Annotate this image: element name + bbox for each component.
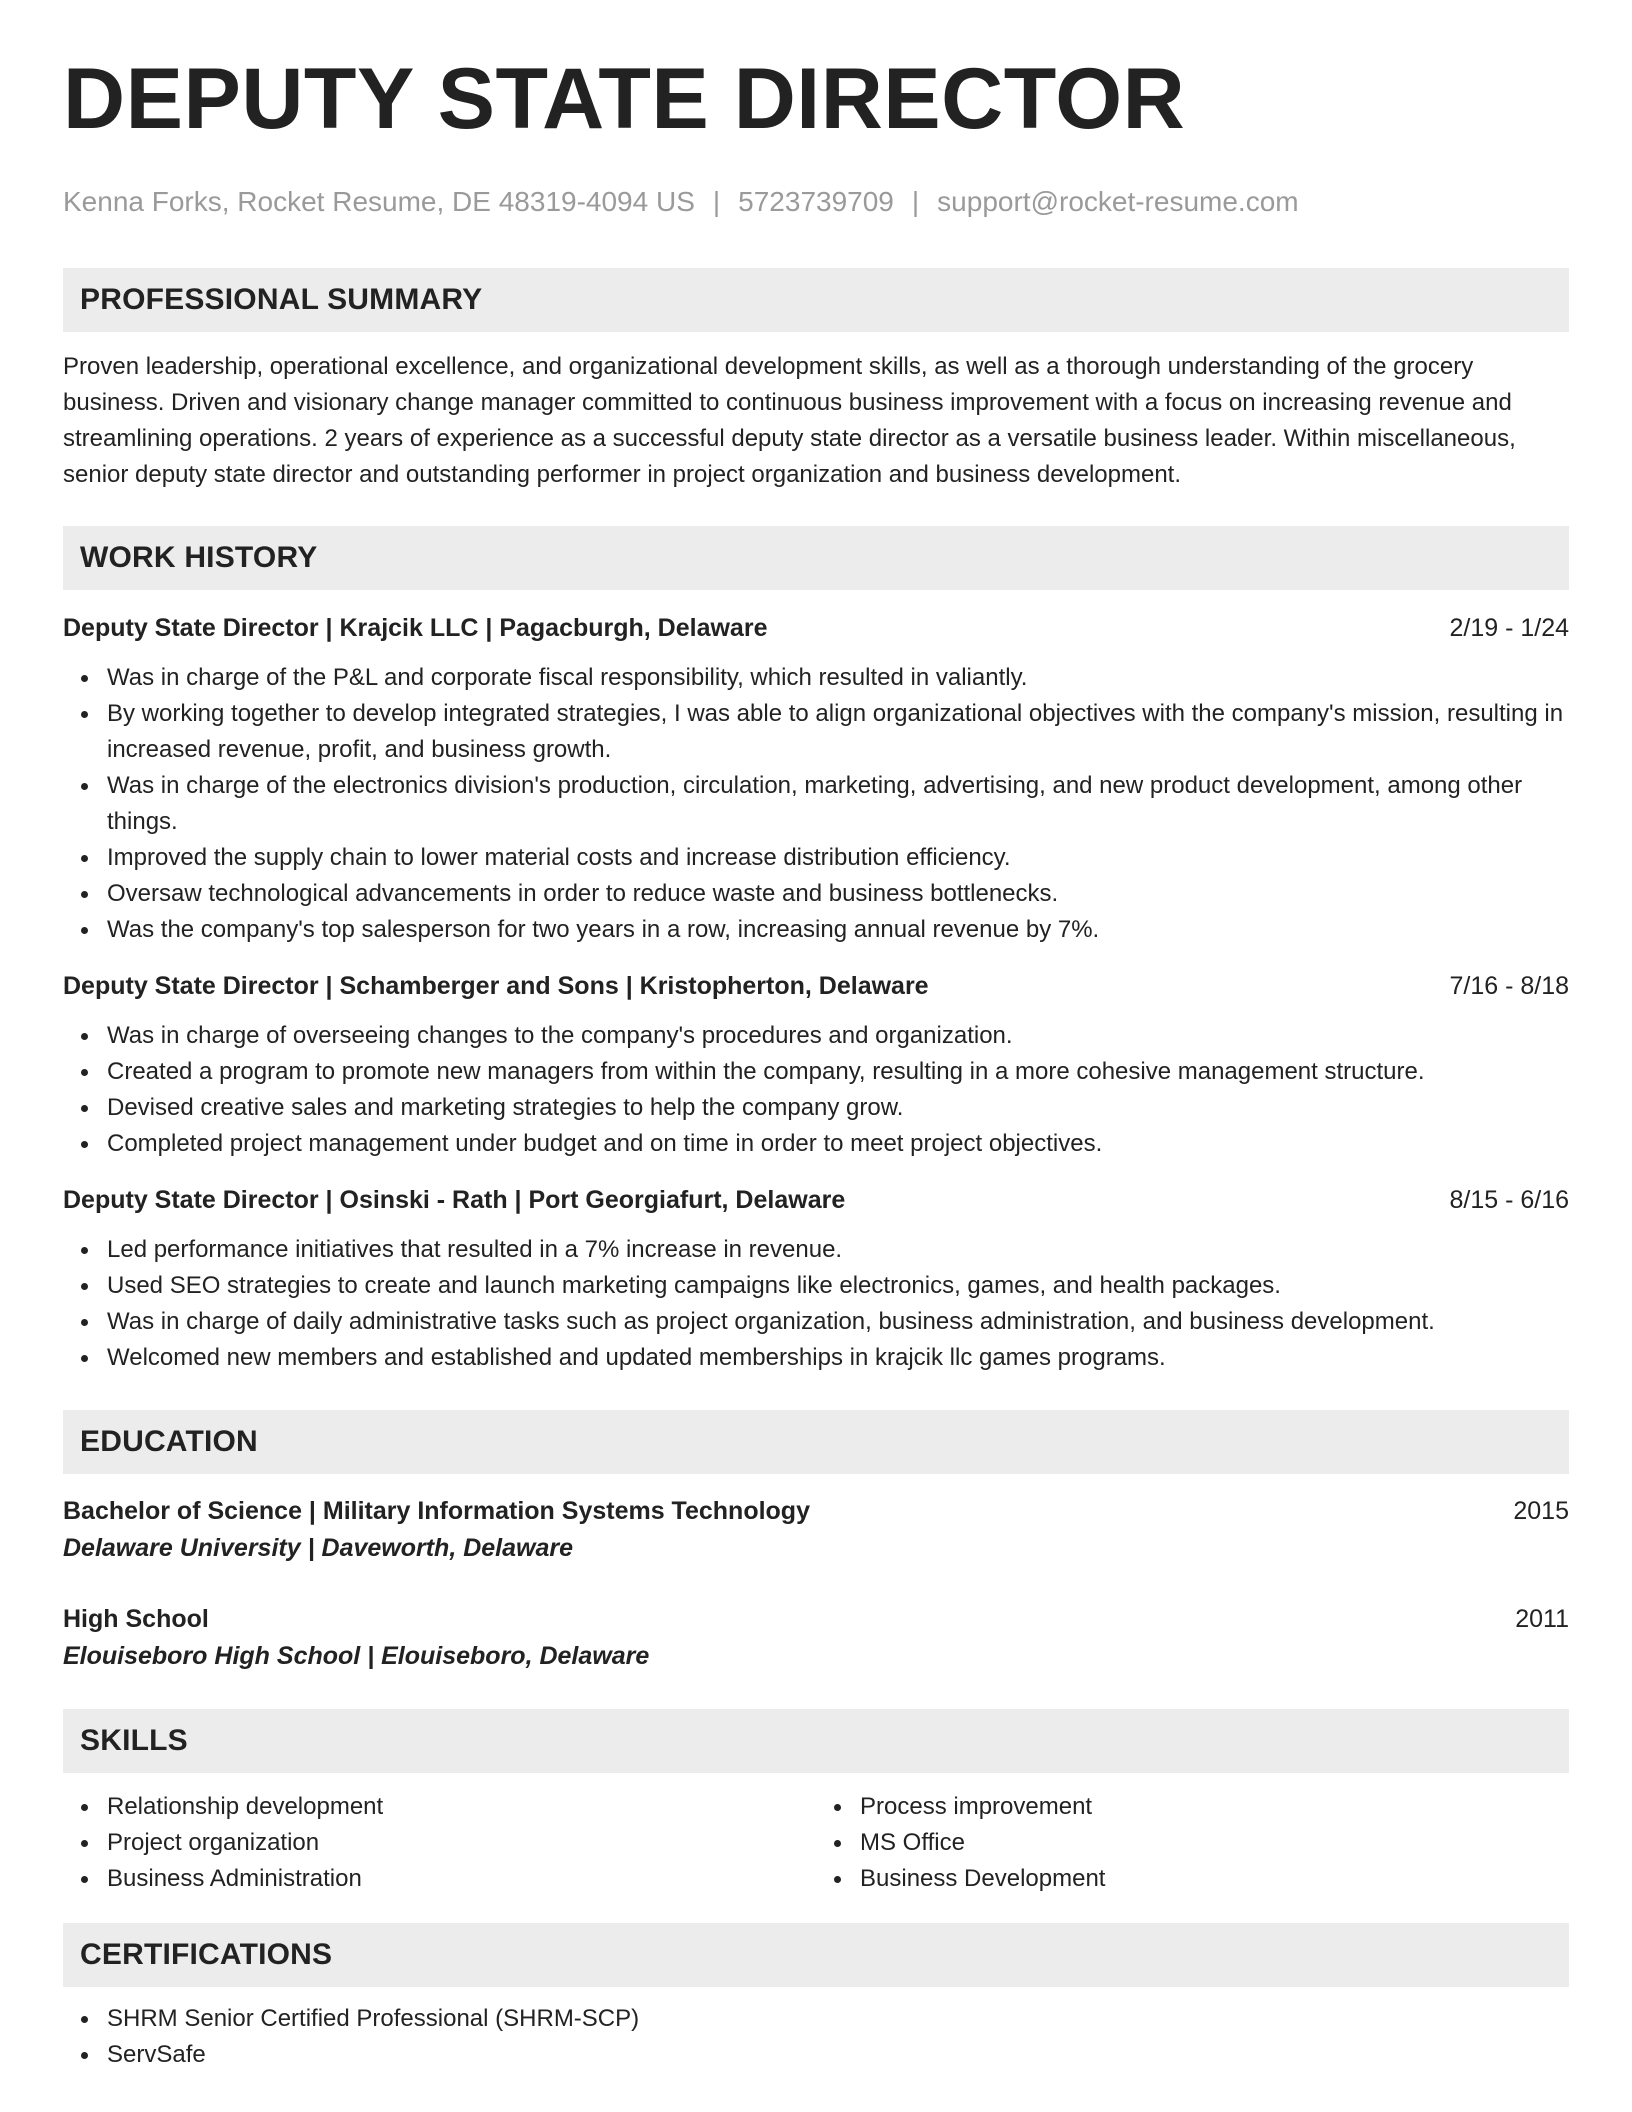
certifications-heading: CERTIFICATIONS bbox=[63, 1923, 1569, 1987]
job-dates: 8/15 - 6/16 bbox=[1449, 1186, 1569, 1214]
contact-line bbox=[63, 188, 1569, 216]
list-item: Welcomed new members and established and updated memberships in krajcik llc games programs. bbox=[107, 1340, 1569, 1376]
job-dates: 7/16 - 8/18 bbox=[1449, 972, 1569, 1000]
list-item: MS Office bbox=[860, 1825, 1569, 1861]
job-header bbox=[63, 968, 1569, 1004]
list-item: Improved the supply chain to lower material costs and increase distribution efficiency. bbox=[107, 840, 1569, 876]
list-item: Was in charge of the P&L and corporate fiscal responsibility, which resulted in valiantly. bbox=[107, 660, 1569, 696]
list-item: Oversaw technological advancements in order to reduce waste and business bottlenecks. bbox=[107, 876, 1569, 912]
job-bullets bbox=[63, 1018, 1569, 1162]
list-item: Completed project management under budget and on time in order to meet project objectives. bbox=[107, 1126, 1569, 1162]
job-bullets bbox=[63, 660, 1569, 948]
list-item: Was in charge of overseeing changes to the company's procedures and organization. bbox=[107, 1018, 1569, 1054]
certifications-list bbox=[63, 2001, 1569, 2073]
skills-column-left bbox=[63, 1789, 816, 1897]
education-header bbox=[63, 1493, 1569, 1530]
work-history-heading: WORK HISTORY bbox=[63, 526, 1569, 590]
skills-heading: SKILLS bbox=[63, 1709, 1569, 1773]
education-year: 2015 bbox=[1513, 1497, 1569, 1525]
list-item: Process improvement bbox=[860, 1789, 1569, 1825]
education-entry bbox=[63, 1493, 1569, 1567]
list-item: Was the company's top salesperson for two years in a row, increasing annual revenue by 7%. bbox=[107, 912, 1569, 948]
education-degree: High School bbox=[63, 1605, 209, 1633]
skills-column-right bbox=[816, 1789, 1569, 1897]
phone-text: 5723739709 bbox=[738, 186, 894, 217]
education-school: Elouiseboro High School | Elouiseboro, Delaware bbox=[63, 1642, 650, 1670]
job-title: Deputy State Director | Schamberger and Sons | Kristopherton, Delaware bbox=[63, 972, 929, 1000]
job-bullets bbox=[63, 1232, 1569, 1376]
education-header bbox=[63, 1601, 1569, 1638]
list-item: Led performance initiatives that resulted in a 7% increase in revenue. bbox=[107, 1232, 1569, 1268]
summary-heading: PROFESSIONAL SUMMARY bbox=[63, 268, 1569, 332]
list-item: Was in charge of daily administrative tasks such as project organization, business administration, and business development. bbox=[107, 1304, 1569, 1340]
list-item: Created a program to promote new managers from within the company, resulting in a more cohesive management structure. bbox=[107, 1054, 1569, 1090]
job-header bbox=[63, 1182, 1569, 1218]
list-item: Project organization bbox=[107, 1825, 816, 1861]
list-item: Was in charge of the electronics division's production, circulation, marketing, advertising, and new product development, among other things. bbox=[107, 768, 1569, 840]
skills-list bbox=[816, 1789, 1569, 1897]
list-item: SHRM Senior Certified Professional (SHRM-SCP) bbox=[107, 2001, 1569, 2037]
skills-grid bbox=[63, 1789, 1569, 1897]
page-title: DEPUTY STATE DIRECTOR bbox=[63, 51, 1186, 147]
job-entry bbox=[63, 610, 1569, 948]
list-item: Business Administration bbox=[107, 1861, 816, 1897]
list-item: ServSafe bbox=[107, 2037, 1569, 2073]
list-item: Business Development bbox=[860, 1861, 1569, 1897]
contact-separator: | bbox=[911, 186, 920, 217]
job-dates: 2/19 - 1/24 bbox=[1449, 614, 1569, 642]
education-heading: EDUCATION bbox=[63, 1410, 1569, 1474]
list-item: Used SEO strategies to create and launch marketing campaigns like electronics, games, and health packages. bbox=[107, 1268, 1569, 1304]
job-title: Deputy State Director | Krajcik LLC | Pagacburgh, Delaware bbox=[63, 614, 768, 642]
list-item: By working together to develop integrated strategies, I was able to align organizational objectives with the company's mission, resulting in increased revenue, profit, and business growth. bbox=[107, 696, 1569, 768]
contact-separator: | bbox=[712, 186, 721, 217]
job-title: Deputy State Director | Osinski - Rath | Port Georgiafurt, Delaware bbox=[63, 1186, 846, 1214]
list-item: Relationship development bbox=[107, 1789, 816, 1825]
education-degree: Bachelor of Science | Military Information Systems Technology bbox=[63, 1497, 810, 1525]
summary-text: Proven leadership, operational excellence, and organizational development skills, as well as a thorough understanding of the grocery business. Driven and visionary change manager committed to continuous business improvement with a focus on increasing revenue and streamlining operations. 2 years of experience as a successful deputy state director as a versatile business leader. Within miscellaneous, senior deputy state director and outstanding performer in project organization and business development. bbox=[63, 353, 1516, 488]
education-school: Delaware University | Daveworth, Delaware bbox=[63, 1534, 573, 1562]
address-text: Kenna Forks, Rocket Resume, DE 48319-4094 US bbox=[63, 186, 695, 217]
list-item: Devised creative sales and marketing strategies to help the company grow. bbox=[107, 1090, 1569, 1126]
skills-list bbox=[63, 1789, 816, 1897]
job-entry bbox=[63, 968, 1569, 1162]
job-header bbox=[63, 610, 1569, 646]
email-text: support@rocket-resume.com bbox=[937, 186, 1299, 217]
job-entry bbox=[63, 1182, 1569, 1376]
education-entry bbox=[63, 1601, 1569, 1675]
education-year: 2011 bbox=[1515, 1605, 1569, 1633]
